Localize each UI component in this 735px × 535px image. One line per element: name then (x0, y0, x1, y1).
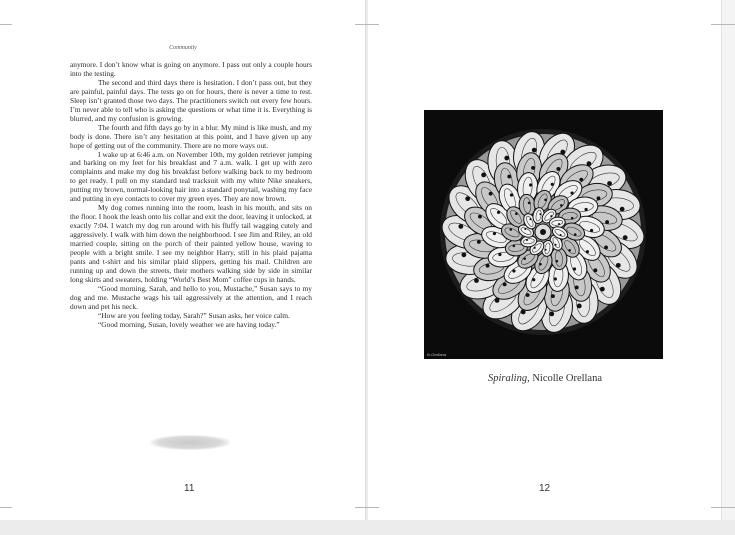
artwork-caption (440, 373, 650, 384)
artwork-title: Spiraling, (487, 373, 530, 384)
paragraph: “How are you feeling today, Sarah?” Susan asks, her voice calm. (98, 310, 290, 320)
crop-mark (0, 24, 12, 25)
crop-mark (711, 24, 735, 25)
scan-smudge (150, 435, 230, 450)
crop-mark (355, 507, 379, 508)
paragraph: My dog comes running into the room, leash in his mouth, and sits on the floor. I hook the leash onto his collar and exit the door, leaving it unlocked, at exactly 7:04. I watch my dog run around with his fluffy tail wagging cutely and aggressively. I walk with him down the neighborhood. I see Jim and Riley, an old married couple, sitting on the porch of their painted yellow house, waving to people with a bright smile. I see my neighbor Harry, still in his plaid pajama pants and t-shirt and his similar plaid slippers, getting his mail. Children are running up and down the streets, their mothers walking side by side in similar long skirts and sweaters, holding “World’s Best Mom” coffee cups in hands. (70, 203, 312, 284)
artist-signature: N.Orellana (427, 352, 447, 357)
running-head: Community (169, 45, 197, 51)
paragraph: The second and third days there is hesitation. I don’t pass out, but they are painful, painful days. The tests go on for hours, there is never a time to rest. Sleep isn’t granted those two days. The practitioners switch out every few hours. I’m never able to tell who is asking the questions or what time it is. Everything is blurred, and my confusion is growing. (70, 77, 312, 123)
paragraph: The fourth and fifth days go by in a blur. My mind is like mush, and my body is done. There isn’t any hesitation at this point, and I have given up any hope of getting out of the community. There are no more ways out. (70, 122, 312, 150)
story-text (70, 61, 312, 330)
page-edge (721, 0, 735, 520)
artwork-image (424, 110, 663, 359)
crop-mark (711, 507, 735, 508)
artist-name: Nicolle Orellana (529, 373, 603, 384)
left-page (0, 0, 366, 520)
paragraph: anymore. I don’t know what is going on anymore. I pass out only a couple hours into the testing. (70, 60, 312, 78)
paragraph: “Good morning, Sarah, and hello to you, Mustache,” Susan says to my dog and me. Mustache wags his tail aggressively at the attention, and I reach down and pet his neck. (70, 283, 312, 311)
page-number: 12 (539, 483, 551, 494)
crop-mark (0, 507, 12, 508)
page-number: 11 (184, 483, 195, 494)
bottom-margin (0, 520, 735, 535)
crop-mark (355, 24, 379, 25)
mandala-drawing (424, 110, 663, 359)
paragraph: I wake up at 6:46 a.m. on November 10th, my golden retriever jumping and barking on my feet for his breakfast and 7 a.m. walk. I get up with zero complaints and make my dog his breakfast before walking back to my bedroom to get ready. I pull on my standard teal tracksuit with my white Nike sneakers, putting my brown, normal-looking hair into a standard ponytail, washing my face and putting in eye contacts to cover my green eyes. They are now brown. (70, 149, 312, 204)
paragraph: “Good morning, Susan, lovely weather we are having today.” (98, 319, 280, 329)
